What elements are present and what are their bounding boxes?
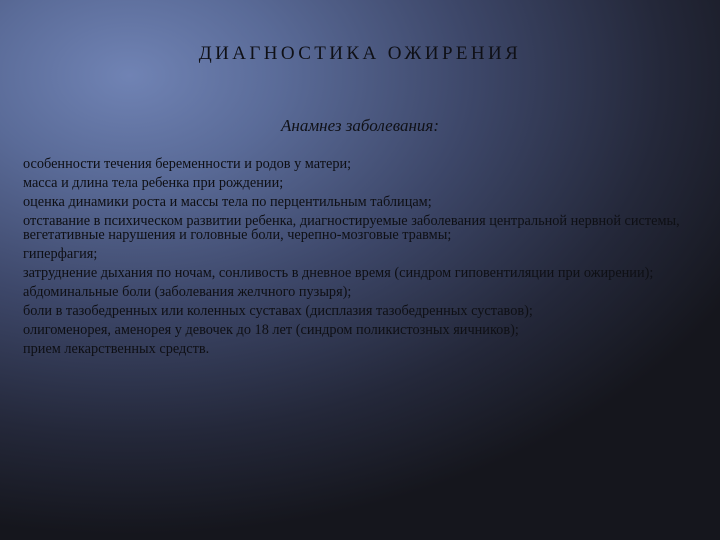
list-item: абдоминальные боли (заболевания желчного пузыря); [23,284,352,300]
list-item: затруднение дыхания по ночам, сонливость в дневное время (синдром гиповентиляции при ожирении); [23,265,654,281]
list-item: оценка динамики роста и массы тела по перцентильным таблицам; [23,194,432,210]
slide-subtitle: Анамнез заболевания: [281,116,439,135]
slide-title: ДИАГНОСТИКА ОЖИРЕНИЯ [198,43,522,64]
list-item: особенности течения беременности и родов у матери; [23,156,352,172]
list-item: боли в тазобедренных или коленных суставах (дисплазия тазобедренных суставов); [23,303,533,319]
list-item: масса и длина тела ребенка при рождении; [23,175,284,191]
list-item: олигоменорея, аменорея у девочек до 18 лет (синдром поликистозных яичников); [23,322,519,338]
bullet-list [23,157,705,361]
list-item: отставание в психическом развитии ребенка, диагностируемые заболевания центральной нервной системы, вегетативные нарушения и головные боли, черепно-мозговые травмы; [23,213,680,243]
list-item: прием лекарственных средств. [23,341,210,357]
list-item: гиперфагия; [23,246,98,262]
